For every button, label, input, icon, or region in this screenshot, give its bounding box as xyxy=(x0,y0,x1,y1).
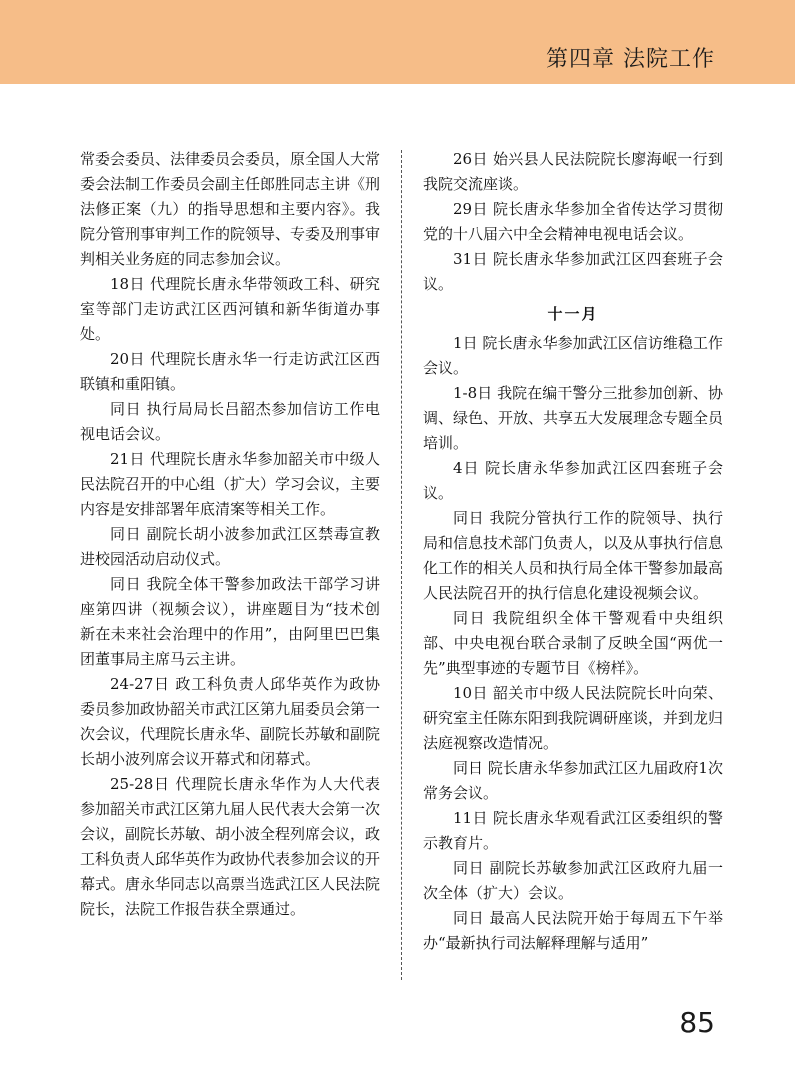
paragraph: 21日 代理院长唐永华参加韶关市中级人民法院召开的中心组（扩大）学习会议，主要内容是安排部署年底清案等相关工作。 xyxy=(80,450,381,518)
paragraph: 同日 院长唐永华参加武江区九届政府1次常务会议。 xyxy=(423,759,723,802)
right-column xyxy=(423,147,723,956)
left-column xyxy=(80,147,380,922)
paragraph: 同日 我院组织全体干警观看中央组织部、中央电视台联合录制了反映全国“两优一先”典型事迹的专题节目《榜样》。 xyxy=(423,609,723,677)
paragraph: 10日 韶关市中级人民法院院长叶向荣、研究室主任陈东阳到我院调研座谈，并到龙归法庭视察改造情况。 xyxy=(423,684,724,752)
chapter-header-band xyxy=(0,0,795,84)
paragraph: 24-27日 政工科负责人邱华英作为政协委员参加政协韶关市武江区第九届委员会第一次会议，代理院长唐永华、副院长苏敏和副院长胡小波列席会议开幕式和闭幕式。 xyxy=(80,675,381,768)
paragraph: 26日 始兴县人民法院院长廖海岷一行到我院交流座谈。 xyxy=(423,150,723,193)
paragraph: 11日 院长唐永华观看武江区委组织的警示教育片。 xyxy=(423,809,723,852)
paragraph: 31日 院长唐永华参加武江区四套班子会议。 xyxy=(423,250,723,293)
paragraph: 同日 我院分管执行工作的院领导、执行局和信息技术部门负责人，以及从事执行信息化工作的相关人员和执行局全体干警参加最高人民法院召开的执行信息化建设视频会议。 xyxy=(423,509,724,602)
paragraph: 29日 院长唐永华参加全省传达学习贯彻党的十八届六中全会精神电视电话会议。 xyxy=(423,200,723,243)
paragraph: 同日 副院长胡小波参加武江区禁毒宣教进校园活动启动仪式。 xyxy=(80,525,380,568)
paragraph: 1日 院长唐永华参加武江区信访维稳工作会议。 xyxy=(423,334,723,377)
paragraph: 同日 副院长苏敏参加武江区政府九届一次全体（扩大）会议。 xyxy=(423,859,723,902)
paragraph: 1-8日 我院在编干警分三批参加创新、协调、绿色、开放、共享五大发展理念专题全员培训。 xyxy=(423,384,724,452)
paragraph: 18日 代理院长唐永华带领政工科、研究室等部门走访武江区西河镇和新华街道办事处。 xyxy=(80,275,380,343)
column-divider xyxy=(401,150,402,980)
paragraph: 同日 我院全体干警参加政法干部学习讲座第四讲（视频会议），讲座题目为“技术创新在未来社会治理中的作用”，由阿里巴巴集团董事局主席马云主讲。 xyxy=(80,575,380,668)
paragraph: 同日 最高人民法院开始于每周五下午举办“最新执行司法解释理解与适用” xyxy=(423,909,723,952)
paragraph: 4日 院长唐永华参加武江区四套班子会议。 xyxy=(423,459,723,502)
chapter-title: 第四章 法院工作 xyxy=(546,47,715,72)
page-number: 85 xyxy=(679,1006,715,1039)
paragraph: 20日 代理院长唐永华一行走访武江区西联镇和重阳镇。 xyxy=(80,350,380,393)
month-heading: 十一月 xyxy=(547,305,599,323)
paragraph: 同日 执行局局长吕韶杰参加信访工作电视电话会议。 xyxy=(80,400,380,443)
paragraph: 常委会委员、法律委员会委员，原全国人大常委会法制工作委员会副主任郎胜同志主讲《刑法修正案（九）的指导思想和主要内容》。我院分管刑事审判工作的院领导、专委及刑事审判相关业务庭的同志参加会议。 xyxy=(80,150,381,268)
paragraph: 25-28日 代理院长唐永华作为人大代表参加韶关市武江区第九届人民代表大会第一次会议，副院长苏敏、胡小波全程列席会议，政工科负责人邱华英作为政协代表参加会议的开幕式。唐永华同志以高票当选武江区人民法院院长，法院工作报告获全票通过。 xyxy=(80,775,381,918)
